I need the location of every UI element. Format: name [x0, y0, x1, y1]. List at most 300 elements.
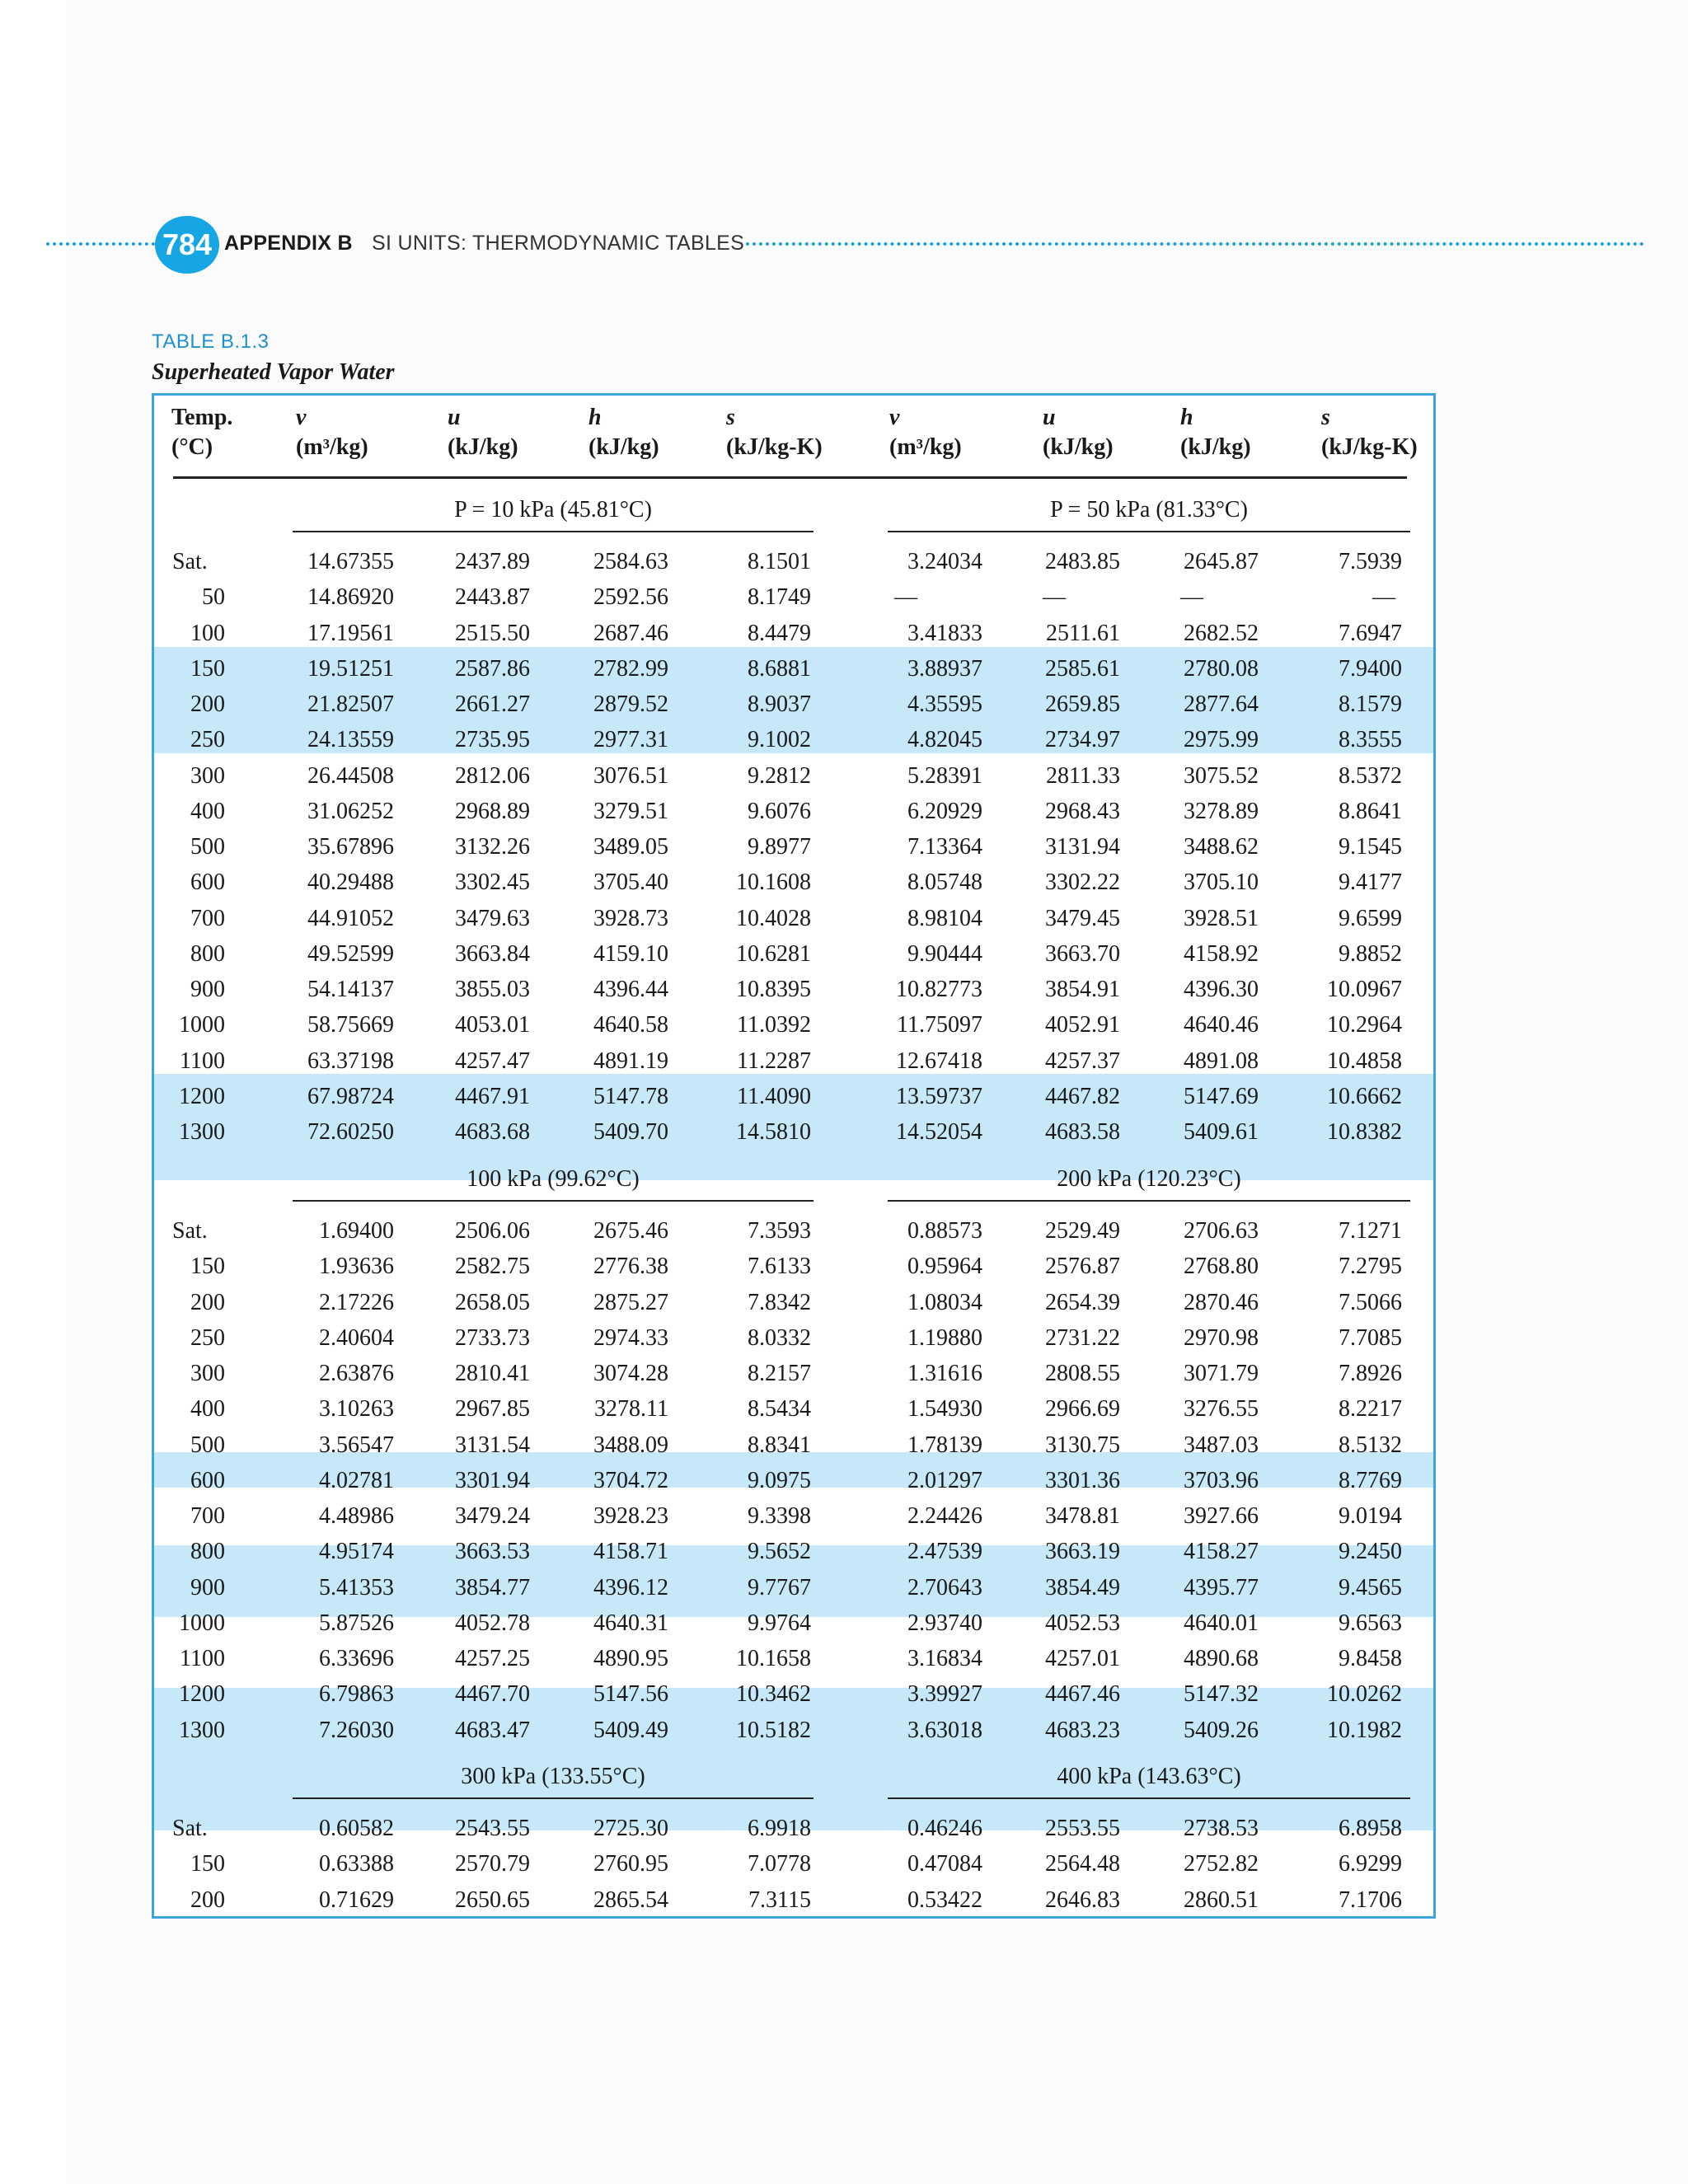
- table-cell: 2659.85: [1045, 691, 1120, 717]
- table-cell: 2870.46: [1184, 1289, 1259, 1315]
- header-dotted-rule-left: [46, 242, 155, 246]
- table-cell: 54.14137: [307, 977, 394, 1002]
- temperature-cell: 1200: [179, 1681, 225, 1708]
- table-cell: 2506.06: [455, 1218, 530, 1244]
- column-unit: (kJ/kg): [588, 434, 659, 460]
- table-cell: 3927.66: [1184, 1503, 1259, 1529]
- table-cell: 9.6076: [748, 798, 811, 824]
- column-symbol: Temp.: [171, 405, 233, 430]
- column-unit: (m³/kg): [889, 434, 962, 460]
- temperature-cell: 300: [190, 1361, 225, 1386]
- temperature-cell: 150: [190, 655, 225, 682]
- table-cell: 2975.99: [1184, 727, 1259, 753]
- table-cell: 5147.56: [593, 1681, 668, 1708]
- table-cell: 4159.10: [593, 940, 668, 967]
- table-cell: 4.02781: [319, 1467, 394, 1493]
- table-cell: 6.9918: [748, 1816, 811, 1841]
- table-cell: 7.2795: [1339, 1254, 1402, 1280]
- table-cell: 2875.27: [593, 1289, 668, 1315]
- table-cell: 11.4090: [737, 1083, 811, 1109]
- table-cell: 9.4177: [1339, 869, 1402, 896]
- table-cell: 6.79863: [319, 1681, 394, 1708]
- table-cell: 3278.11: [594, 1396, 668, 1422]
- table-cell: 2.70643: [907, 1574, 982, 1601]
- table-cell: 4396.12: [593, 1574, 668, 1601]
- table-cell: 2968.89: [455, 798, 530, 824]
- table-cell: 4257.37: [1045, 1047, 1120, 1074]
- column-unit: (m³/kg): [296, 434, 368, 460]
- table-cell: 2553.55: [1045, 1816, 1120, 1841]
- table-cell: 2776.38: [593, 1254, 668, 1280]
- table-cell: 4053.01: [455, 1012, 530, 1038]
- table-cell: 2970.98: [1184, 1324, 1259, 1351]
- table-cell: 0.46246: [907, 1816, 982, 1841]
- table-cell: 9.4565: [1339, 1574, 1402, 1601]
- table-cell: 3.63018: [907, 1717, 982, 1743]
- table-cell: 3488.09: [593, 1432, 668, 1458]
- table-cell: 40.29488: [307, 869, 394, 896]
- pressure-rule-right: [888, 1200, 1410, 1202]
- table-cell: 7.8926: [1339, 1361, 1402, 1386]
- table-cell: 2645.87: [1184, 549, 1259, 574]
- table-cell: 1.69400: [319, 1218, 394, 1244]
- table-cell: 8.1749: [748, 584, 811, 611]
- table-cell: 9.9764: [748, 1610, 811, 1636]
- temperature-cell: 600: [190, 1467, 225, 1493]
- table-cell: 2966.69: [1045, 1396, 1120, 1422]
- table-cell: 4052.78: [455, 1610, 530, 1636]
- table-cell: 4683.68: [455, 1119, 530, 1145]
- table-cell: 4.82045: [907, 727, 982, 753]
- table-cell: 5147.32: [1184, 1681, 1259, 1708]
- table-cell: 3478.81: [1045, 1503, 1120, 1529]
- table-cell: 7.3115: [748, 1886, 811, 1913]
- table-cell: 9.1545: [1339, 834, 1402, 860]
- table-cell: 4640.31: [593, 1610, 668, 1636]
- table-cell: 2733.73: [455, 1324, 530, 1351]
- table-cell: 63.37198: [307, 1047, 394, 1074]
- table-cell: 11.0392: [737, 1012, 811, 1038]
- table-cell: 2968.43: [1045, 798, 1120, 824]
- table-cell: 2582.75: [455, 1254, 530, 1280]
- table-cell: 3928.23: [593, 1503, 668, 1529]
- table-cell: 10.6281: [736, 940, 811, 967]
- table-cell: 17.19561: [307, 620, 394, 646]
- table-cell: 13.59737: [896, 1083, 982, 1109]
- table-cell: 7.7085: [1339, 1324, 1402, 1351]
- temperature-cell: Sat.: [172, 1218, 208, 1244]
- table-cell: 2974.33: [593, 1324, 668, 1351]
- table-cell: 1.93636: [319, 1254, 394, 1280]
- table-cell: 9.6599: [1339, 905, 1402, 931]
- temperature-cell: 500: [190, 1432, 225, 1458]
- table-cell: 2760.95: [593, 1851, 668, 1877]
- table-cell: 2576.87: [1045, 1254, 1120, 1280]
- table-cell: 2483.85: [1045, 549, 1120, 574]
- column-symbol: h: [588, 405, 602, 430]
- table-cell: 3705.40: [593, 869, 668, 896]
- table-cell: 2.17226: [319, 1289, 394, 1315]
- page-header: [0, 216, 1688, 274]
- table-cell: 10.4858: [1327, 1047, 1402, 1074]
- table-cell: 5.41353: [319, 1574, 394, 1601]
- column-symbol: v: [889, 405, 900, 430]
- table-cell: 4396.30: [1184, 977, 1259, 1002]
- table-cell: 6.20929: [907, 798, 982, 824]
- table-cell: 6.9299: [1339, 1851, 1402, 1877]
- pressure-label-right: 200 kPa (120.23°C): [1057, 1166, 1241, 1192]
- table-cell: 3479.45: [1045, 905, 1120, 931]
- column-header: [1043, 403, 1114, 462]
- table-cell: 14.5810: [736, 1119, 811, 1145]
- table-cell: 3703.96: [1184, 1467, 1259, 1493]
- table-cell: 5.87526: [319, 1610, 394, 1636]
- table-cell: 3705.10: [1184, 869, 1259, 896]
- table-cell: 3075.52: [1184, 762, 1259, 789]
- table-cell: 72.60250: [307, 1119, 394, 1145]
- table-cell: 4396.44: [593, 977, 668, 1002]
- table-cell: 2808.55: [1045, 1361, 1120, 1386]
- table-cell: 2.40604: [319, 1324, 394, 1351]
- table-cell: 4467.46: [1045, 1681, 1120, 1708]
- table-cell: 10.1658: [736, 1646, 811, 1671]
- table-cell: 3855.03: [455, 977, 530, 1002]
- table-cell: 2570.79: [455, 1851, 530, 1877]
- table-cell: 9.2450: [1339, 1539, 1402, 1565]
- table-cell: 7.1271: [1339, 1218, 1402, 1244]
- table-cell-empty: —: [1372, 584, 1395, 611]
- table-cell: 4640.01: [1184, 1610, 1259, 1636]
- table-cell: 35.67896: [307, 834, 394, 860]
- table-cell: 2646.83: [1045, 1886, 1120, 1913]
- table-cell: 4890.95: [593, 1646, 668, 1671]
- table-cell: 8.6881: [748, 655, 811, 682]
- table-cell: 3479.63: [455, 905, 530, 931]
- table-cell: 8.9037: [748, 691, 811, 717]
- column-header: [1321, 403, 1418, 462]
- table-cell: 4.95174: [319, 1539, 394, 1565]
- table-cell: 3.24034: [907, 549, 982, 574]
- table-cell: 3132.26: [455, 834, 530, 860]
- pressure-rule-right: [888, 531, 1410, 532]
- table-cell: 8.2157: [748, 1361, 811, 1386]
- column-unit: (kJ/kg): [448, 434, 518, 460]
- column-unit: (°C): [171, 434, 213, 460]
- table-cell: 9.8852: [1339, 940, 1402, 967]
- table-cell: 44.91052: [307, 905, 394, 931]
- pressure-label-left: P = 10 kPa (45.81°C): [454, 497, 652, 523]
- table-cell: 2584.63: [593, 549, 668, 574]
- pressure-label-left: 300 kPa (133.55°C): [461, 1764, 645, 1789]
- table-cell: 4.48986: [319, 1503, 394, 1529]
- column-symbol: s: [1321, 405, 1330, 430]
- table-cell: 0.47084: [907, 1851, 982, 1877]
- pressure-label-right: 400 kPa (143.63°C): [1057, 1764, 1241, 1789]
- table-cell: 2768.80: [1184, 1254, 1259, 1280]
- table-cell: 3071.79: [1184, 1361, 1259, 1386]
- table-cell: 2682.52: [1184, 620, 1259, 646]
- table-cell: 12.67418: [896, 1047, 982, 1074]
- pressure-rule-left: [293, 1200, 814, 1202]
- temperature-cell: 150: [190, 1254, 225, 1280]
- temperature-cell: 250: [190, 727, 225, 753]
- table-cell: 2.63876: [319, 1361, 394, 1386]
- table-cell: 7.0778: [748, 1851, 811, 1877]
- table-cell: 5147.69: [1184, 1083, 1259, 1109]
- table-cell: 3131.94: [1045, 834, 1120, 860]
- table-cell: 2877.64: [1184, 691, 1259, 717]
- table-cell: 2675.46: [593, 1218, 668, 1244]
- table-cell: 3854.91: [1045, 977, 1120, 1002]
- superheated-water-table: [152, 393, 1436, 1919]
- table-cell: 3.10263: [319, 1396, 394, 1422]
- table-cell: 4.35595: [907, 691, 982, 717]
- table-cell: 1.78139: [907, 1432, 982, 1458]
- table-cell: 8.8641: [1339, 798, 1402, 824]
- table-cell: 10.2964: [1327, 1012, 1402, 1038]
- table-cell: 2650.65: [455, 1886, 530, 1913]
- table-cell: 3.16834: [907, 1646, 982, 1671]
- temperature-cell: 150: [190, 1851, 225, 1877]
- column-header: [1180, 403, 1251, 462]
- table-cell: 3704.72: [593, 1467, 668, 1493]
- column-symbol: h: [1180, 405, 1193, 430]
- table-cell: 3131.54: [455, 1432, 530, 1458]
- table-cell: 2811.33: [1046, 762, 1120, 789]
- table-cell: 14.52054: [896, 1119, 982, 1145]
- table-cell: 5409.70: [593, 1119, 668, 1145]
- temperature-cell: 200: [190, 1289, 225, 1315]
- table-cell: 4467.91: [455, 1083, 530, 1109]
- table-cell: 5409.26: [1184, 1717, 1259, 1743]
- table-cell: 4158.27: [1184, 1539, 1259, 1565]
- table-cell: 10.5182: [736, 1717, 811, 1743]
- table-cell: 4052.91: [1045, 1012, 1120, 1038]
- table-cell: 10.1982: [1327, 1717, 1402, 1743]
- table-cell: 2810.41: [455, 1361, 530, 1386]
- table-cell: 3076.51: [593, 762, 668, 789]
- column-unit: (kJ/kg-K): [726, 434, 823, 460]
- table-cell: 0.95964: [907, 1254, 982, 1280]
- temperature-cell: 700: [190, 1503, 225, 1529]
- table-cell: 4683.47: [455, 1717, 530, 1743]
- table-cell: 2812.06: [455, 762, 530, 789]
- table-cell: 3301.94: [455, 1467, 530, 1493]
- column-symbol: s: [726, 405, 735, 430]
- table-cell: 3302.22: [1045, 869, 1120, 896]
- table-cell: 4158.71: [593, 1539, 668, 1565]
- table-cell: 2780.08: [1184, 655, 1259, 682]
- table-cell: 7.3593: [748, 1218, 811, 1244]
- column-header: [588, 403, 659, 462]
- table-cell: 9.0975: [748, 1467, 811, 1493]
- table-cell: 7.5939: [1339, 549, 1402, 574]
- table-cell: 2782.99: [593, 655, 668, 682]
- temperature-cell: 400: [190, 1396, 225, 1422]
- table-cell: 2564.48: [1045, 1851, 1120, 1877]
- table-cell: 3663.84: [455, 940, 530, 967]
- table-cell: 3854.77: [455, 1574, 530, 1601]
- table-cell: 7.9400: [1339, 655, 1402, 682]
- temperature-cell: Sat.: [172, 549, 208, 574]
- table-cell: 0.63388: [319, 1851, 394, 1877]
- table-cell: 10.0967: [1327, 977, 1402, 1002]
- table-cell: 2511.61: [1046, 620, 1120, 646]
- table-cell: 2529.49: [1045, 1218, 1120, 1244]
- pressure-rule-left: [293, 1797, 814, 1799]
- appendix-label: APPENDIX B: [224, 232, 353, 255]
- table-cell: 3489.05: [593, 834, 668, 860]
- table-cell: 10.6662: [1327, 1083, 1402, 1109]
- table-cell: 3663.19: [1045, 1539, 1120, 1565]
- table-cell: 2879.52: [593, 691, 668, 717]
- column-header: [171, 403, 232, 462]
- table-cell: 24.13559: [307, 727, 394, 753]
- table-cell-empty: —: [1180, 584, 1203, 611]
- table-cell: 4395.77: [1184, 1574, 1259, 1601]
- column-symbol: u: [1043, 405, 1056, 430]
- table-cell: 11.75097: [897, 1012, 982, 1038]
- column-unit: (kJ/kg-K): [1321, 434, 1418, 460]
- table-cell: 8.98104: [907, 905, 982, 931]
- table-cell: 9.5652: [748, 1539, 811, 1565]
- table-cell: 2515.50: [455, 620, 530, 646]
- table-cell: 10.8382: [1327, 1119, 1402, 1145]
- table-cell: 9.8977: [748, 834, 811, 860]
- table-cell: 2738.53: [1184, 1816, 1259, 1841]
- table-cell: 2.01297: [907, 1467, 982, 1493]
- table-cell: 10.0262: [1327, 1681, 1402, 1708]
- pressure-label-left: 100 kPa (99.62°C): [467, 1166, 640, 1192]
- table-cell: 4683.23: [1045, 1717, 1120, 1743]
- table-cell: 19.51251: [307, 655, 394, 682]
- table-cell: 2687.46: [593, 620, 668, 646]
- table-cell: 10.1608: [736, 869, 811, 896]
- column-header: [448, 403, 518, 462]
- table-cell: 3488.62: [1184, 834, 1259, 860]
- table-cell: 7.6947: [1339, 620, 1402, 646]
- table-cell: 4467.70: [455, 1681, 530, 1708]
- table-cell: 6.33696: [319, 1646, 394, 1671]
- table-cell: 26.44508: [307, 762, 394, 789]
- table-cell: 2725.30: [593, 1816, 668, 1841]
- table-cell: 9.2812: [748, 762, 811, 789]
- table-cell: 2592.56: [593, 584, 668, 611]
- table-cell: 9.1002: [748, 727, 811, 753]
- temperature-cell: 500: [190, 834, 225, 860]
- temperature-cell: 1300: [179, 1119, 225, 1145]
- temperature-cell: 100: [190, 620, 225, 646]
- table-cell: 4891.08: [1184, 1047, 1259, 1074]
- table-cell: 10.82773: [896, 977, 982, 1002]
- table-cell: 4467.82: [1045, 1083, 1120, 1109]
- table-cell: 4158.92: [1184, 940, 1259, 967]
- column-header: [889, 403, 962, 462]
- table-cell: 4257.01: [1045, 1646, 1120, 1671]
- table-cell: 8.4479: [748, 620, 811, 646]
- table-cell: 4890.68: [1184, 1646, 1259, 1671]
- table-cell: 2.24426: [907, 1503, 982, 1529]
- table-cell: 2735.95: [455, 727, 530, 753]
- table-cell: 0.88573: [907, 1218, 982, 1244]
- temperature-cell: 800: [190, 940, 225, 967]
- table-cell: 4891.19: [593, 1047, 668, 1074]
- table-cell: 2661.27: [455, 691, 530, 717]
- header-rule: [173, 476, 1407, 479]
- table-cell: 8.5372: [1339, 762, 1402, 789]
- table-cell: 4640.46: [1184, 1012, 1259, 1038]
- column-header: [726, 403, 823, 462]
- table-cell: 6.8958: [1339, 1816, 1402, 1841]
- table-cell: 1.19880: [907, 1324, 982, 1351]
- table-cell: 2731.22: [1045, 1324, 1120, 1351]
- table-cell: 5409.49: [593, 1717, 668, 1743]
- table-cell: 3928.73: [593, 905, 668, 931]
- table-cell: 2706.63: [1184, 1218, 1259, 1244]
- table-cell: 4257.47: [455, 1047, 530, 1074]
- table-cell: 8.8341: [748, 1432, 811, 1458]
- table-cell: 8.1501: [748, 549, 811, 574]
- table-cell: 4640.58: [593, 1012, 668, 1038]
- table-cell: 3074.28: [593, 1361, 668, 1386]
- table-cell: 49.52599: [307, 940, 394, 967]
- table-cell: 8.05748: [907, 869, 982, 896]
- table-cell: 2967.85: [455, 1396, 530, 1422]
- table-cell: 7.1706: [1339, 1886, 1402, 1913]
- table-cell: 3487.03: [1184, 1432, 1259, 1458]
- temperature-cell: 600: [190, 869, 225, 896]
- table-cell: 1.54930: [907, 1396, 982, 1422]
- table-title: Superheated Vapor Water: [152, 359, 395, 385]
- table-cell: 14.67355: [307, 549, 394, 574]
- table-cell: 5409.61: [1184, 1119, 1259, 1145]
- temperature-cell: 300: [190, 762, 225, 789]
- temperature-cell: 250: [190, 1324, 225, 1351]
- table-cell: 4257.25: [455, 1646, 530, 1671]
- temperature-cell: 1000: [179, 1610, 225, 1636]
- header-dotted-rule-right: [746, 242, 1644, 246]
- table-cell: 58.75669: [307, 1012, 394, 1038]
- temperature-cell: 900: [190, 1574, 225, 1601]
- table-cell: 8.5132: [1339, 1432, 1402, 1458]
- table-cell: 3479.24: [455, 1503, 530, 1529]
- table-cell: 9.6563: [1339, 1610, 1402, 1636]
- temperature-cell: 50: [202, 584, 225, 611]
- table-cell: 8.3555: [1339, 727, 1402, 753]
- table-cell: 10.4028: [736, 905, 811, 931]
- temperature-cell: 1200: [179, 1083, 225, 1109]
- table-cell: 4052.53: [1045, 1610, 1120, 1636]
- table-cell: 9.3398: [748, 1503, 811, 1529]
- table-cell: 31.06252: [307, 798, 394, 824]
- table-cell: 4683.58: [1045, 1119, 1120, 1145]
- table-cell: 7.26030: [319, 1717, 394, 1743]
- table-cell: 2585.61: [1045, 655, 1120, 682]
- table-cell: 3301.36: [1045, 1467, 1120, 1493]
- temperature-cell: 800: [190, 1539, 225, 1565]
- table-cell: 3663.53: [455, 1539, 530, 1565]
- table-cell: 2.47539: [907, 1539, 982, 1565]
- table-cell: 0.60582: [319, 1816, 394, 1841]
- temperature-cell: 1300: [179, 1717, 225, 1743]
- table-cell: 7.5066: [1339, 1289, 1402, 1315]
- table-cell: 3928.51: [1184, 905, 1259, 931]
- temperature-cell: 1100: [180, 1047, 225, 1074]
- table-cell: 2752.82: [1184, 1851, 1259, 1877]
- table-cell: 3854.49: [1045, 1574, 1120, 1601]
- table-cell: 3.88937: [907, 655, 982, 682]
- table-cell: 3276.55: [1184, 1396, 1259, 1422]
